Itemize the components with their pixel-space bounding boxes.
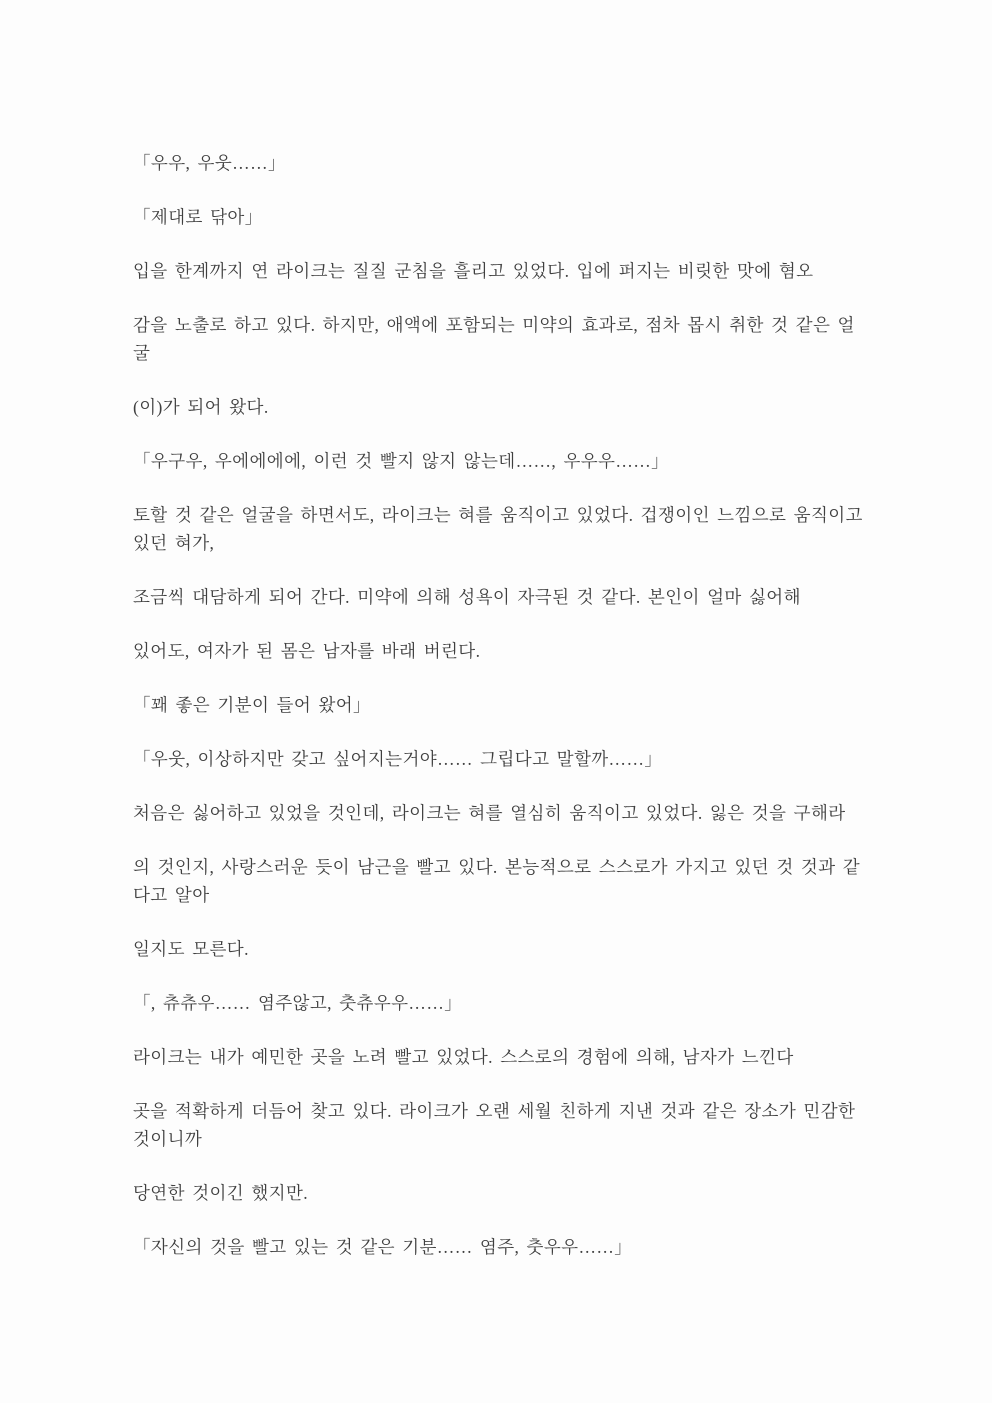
text-line: 감을 노출로 하고 있다. 하지만, 애액에 포함되는 미약의 효과로, 점차 몹시 취한 것 같은 얼	[133, 315, 855, 335]
dialogue-paragraph	[133, 1233, 892, 1261]
dialogue-paragraph	[133, 149, 892, 177]
dialogue-paragraph	[133, 447, 892, 475]
narrative-paragraph	[133, 501, 892, 557]
narrative-paragraph	[133, 583, 892, 611]
text-line: 있어도, 여자가 된 몸은 남자를 바래 버린다.	[133, 641, 481, 661]
narrative-paragraph	[133, 799, 892, 827]
text-line: 일지도 모른다.	[133, 939, 249, 959]
text-line: 「우웃, 이상하지만 갖고 싶어지는거야…… 그립다고 말할까……」	[133, 749, 663, 769]
text-line: (이)가 되어 왔다.	[133, 397, 269, 417]
text-line: 있던 혀가,	[133, 533, 215, 553]
dialogue-paragraph	[133, 691, 892, 719]
text-line: 「자신의 것을 빨고 있는 것 같은 기분…… 염주, 춧우우……」	[133, 1237, 633, 1257]
narrative-paragraph	[133, 1179, 892, 1207]
text-line: 토할 것 같은 얼굴을 하면서도, 라이크는 혀를 움직이고 있었다. 겁쟁이인 느낌으로 움직이고	[133, 505, 863, 525]
narrative-paragraph	[133, 393, 892, 421]
narrative-paragraph	[133, 1097, 892, 1153]
dialogue-paragraph	[133, 745, 892, 773]
dialogue-paragraph	[133, 203, 892, 231]
text-line: 「제대로 닦아」	[133, 207, 263, 227]
text-line: 라이크는 내가 예민한 곳을 노려 빨고 있었다. 스스로의 경험에 의해, 남자가 느낀다	[133, 1047, 794, 1067]
dialogue-paragraph	[133, 989, 892, 1017]
text-line: 의 것인지, 사랑스러운 듯이 남근을 빨고 있다. 본능적으로 스스로가 가지고 있던 것 것과 같	[133, 857, 861, 877]
text-line: 「, 츄츄우…… 염주않고, 춧츄우우……」	[133, 993, 463, 1013]
text-line: 「우구우, 우에에에에, 이런 것 빨지 않지 않는데……, 우우우……」	[133, 451, 670, 471]
narrative-paragraph	[133, 1043, 892, 1071]
text-line: 조금씩 대담하게 되어 간다. 미약에 의해 성욕이 자극된 것 같다. 본인이 얼마 싫어해	[133, 587, 801, 607]
text-line: 곳을 적확하게 더듬어 찾고 있다. 라이크가 오랜 세월 친하게 지낸 것과 같은 장소가 민감한	[133, 1101, 856, 1121]
text-line: 입을 한계까지 연 라이크는 질질 군침을 흘리고 있었다. 입에 퍼지는 비릿한 맛에 혐오	[133, 261, 814, 281]
narrative-paragraph	[133, 853, 892, 909]
narrative-paragraph	[133, 935, 892, 963]
text-line: 처음은 싫어하고 있었을 것인데, 라이크는 혀를 열심히 움직이고 있었다. 잃은 것을 구해라	[133, 803, 846, 823]
text-line: 당연한 것이긴 했지만.	[133, 1183, 309, 1203]
text-line: 다고 알아	[133, 885, 210, 905]
text-line: 것이니까	[133, 1129, 203, 1149]
text-line: 굴	[133, 343, 151, 363]
narrative-paragraph	[133, 311, 892, 367]
narrative-paragraph	[133, 637, 892, 665]
text-line: 「우우, 우웃……」	[133, 153, 286, 173]
narrative-paragraph	[133, 257, 892, 285]
text-line: 「꽤 좋은 기분이 들어 왔어」	[133, 695, 371, 715]
